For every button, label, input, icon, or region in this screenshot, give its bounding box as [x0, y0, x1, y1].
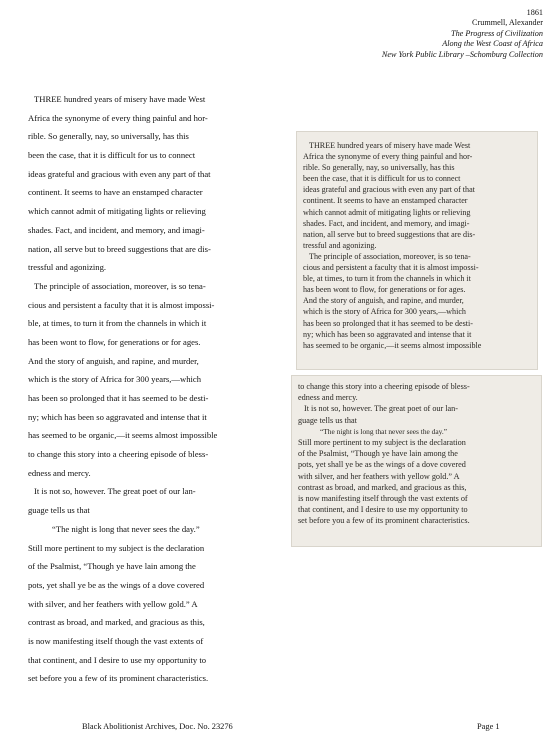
scan-line: THREE hundred years of misery have made West [309, 141, 471, 150]
header-year: 1861 [526, 8, 543, 17]
transcription-line: that continent, and I desire to use my opportunity to [28, 654, 207, 665]
transcription-line: edness and mercy. [28, 467, 91, 478]
transcription-line: Still more pertinent to my subject is the declaration [28, 542, 205, 553]
scan-line: that continent, and I desire to use my opportunity to [298, 505, 468, 515]
scan-line: contrast as broad, and marked, and gracious as this, [298, 482, 467, 492]
transcription-line: Africa the synonyme of every thing painful and hor- [28, 112, 208, 123]
scan-line: has seemed to be organic,—it seems almost impossible [303, 340, 482, 350]
scan-line: ideas grateful and gracious with even any part of that [303, 185, 475, 195]
transcription-line: tressful and agonizing. [28, 262, 107, 273]
scan-line: pots, yet shall ye be as the wings of a dove covered [298, 460, 466, 470]
scan-line: set before you a few of its prominent characteristics. [298, 516, 470, 526]
header-title-line1: The Progress of Civilization [451, 28, 543, 38]
scan-line: guage tells us that [298, 415, 357, 425]
footer-page-number: Page 1 [477, 722, 500, 731]
header-title-line2: Along the West Coast of Africa [442, 39, 543, 49]
transcription-line: The principle of association, moreover, is so tena- [34, 280, 206, 291]
scan-line: It is not so, however. The great poet of our lan- [304, 404, 459, 414]
transcription-line: rible. So generally, nay, so universally, has this [28, 131, 189, 142]
transcription-line: has seemed to be organic,—it seems almost impossible [28, 430, 218, 441]
scan-line: rible. So generally, nay, so universally, has this [303, 163, 455, 173]
scan-line: of the Psalmist, “Though ye have lain among the [298, 449, 458, 459]
transcription-line: which cannot admit of mitigating lights or relieving [28, 206, 206, 217]
scan-line: which cannot admit of mitigating lights or relieving [303, 207, 471, 217]
scan-line: And the story of anguish, and rapine, and murder, [303, 296, 464, 306]
scan-line: tressful and agonizing. [303, 240, 377, 250]
transcription-quote-line: “The night is long that never sees the day.” [52, 523, 200, 534]
transcription-line: ble, at times, to turn it from the channels in which it [28, 318, 207, 329]
scan-line: ble, at times, to turn it from the channels in which it [303, 274, 471, 284]
scan-line: is now manifesting itself through the vast extents of [298, 494, 468, 504]
scan-line: has been wont to flow, for generations or for ages. [303, 285, 466, 295]
transcription-text [28, 90, 273, 688]
transcription-line: to change this story into a cheering episode of bless- [28, 449, 209, 460]
scan-line: continent. It seems to have an enstamped character [303, 196, 468, 206]
scan-line: Africa the synonyme of every thing painful and hor- [303, 152, 473, 162]
scan-line: The principle of association, moreover, is so tena- [309, 251, 471, 261]
header-collection: New York Public Library –Schomburg Collection [381, 49, 543, 59]
transcription-line: has been wont to flow, for generations or for ages. [28, 336, 201, 347]
header-author: Crummell, Alexander [472, 18, 543, 28]
scan-line: been the case, that it is difficult for us to connect [303, 174, 461, 184]
transcription-line: with silver, and her feathers with yellow gold.” A [28, 598, 198, 609]
transcription-line: been the case, that it is difficult for us to connect [28, 150, 196, 161]
scan-line: cious and persistent a faculty that it is almost impossi- [303, 263, 479, 273]
document-header [283, 8, 543, 60]
scan-quote-line: “The night is long that never sees the day.” [320, 426, 447, 436]
scan-line: has been so prolonged that it has seemed to be desti- [303, 318, 473, 328]
scan-line: ny; which has been so aggravated and intense that it [303, 329, 472, 339]
transcription-line: ny; which has been so aggravated and intense that it [28, 411, 207, 422]
transcription-line: shades. Fact, and incident, and memory, and imagi- [28, 224, 205, 235]
transcription-line: guage tells us that [28, 505, 90, 516]
transcription-line: And the story of anguish, and rapine, and murder, [28, 355, 199, 366]
transcription-line: of the Psalmist, “Though ye have lain among the [28, 561, 196, 572]
scanned-excerpt-image-1 [296, 131, 538, 370]
transcription-line: ideas grateful and gracious with even any part of that [28, 168, 211, 179]
scan-line: to change this story into a cheering episode of bless- [298, 382, 470, 391]
scan-line: nation, all serve but to breed suggestions that are dis- [303, 229, 476, 239]
transcription-line: nation, all serve but to breed suggestions that are dis- [28, 243, 211, 254]
scan-line: edness and mercy. [298, 393, 358, 403]
footer-source: Black Abolitionist Archives, Doc. No. 23276 [82, 722, 233, 731]
scan-line: Still more pertinent to my subject is the declaration [298, 438, 466, 448]
transcription-line: has been so prolonged that it has seemed to be desti- [28, 393, 209, 403]
scanned-excerpt-image-2 [291, 375, 542, 547]
transcription-line: cious and persistent a faculty that it is almost impossi- [28, 299, 215, 310]
scan-line: with silver, and her feathers with yellow gold.” A [298, 471, 460, 481]
transcription-line: continent. It seems to have an enstamped character [28, 187, 203, 198]
scan-line: shades. Fact, and incident, and memory, and imagi- [303, 218, 470, 228]
transcription-line: contrast as broad, and marked, and gracious as this, [28, 617, 205, 628]
scan-line: which is the story of Africa for 300 years,—which [303, 307, 466, 317]
transcription-line: pots, yet shall ye be as the wings of a dove covered [28, 579, 205, 590]
transcription-line: It is not so, however. The great poet of our lan- [34, 486, 196, 497]
transcription-line: THREE hundred years of misery have made West [34, 94, 206, 104]
transcription-line: is now manifesting itself though the vast extents of [28, 635, 204, 646]
transcription-line: which is the story of Africa for 300 years,—which [28, 374, 202, 385]
transcription-line: set before you a few of its prominent characteristics. [28, 673, 209, 684]
